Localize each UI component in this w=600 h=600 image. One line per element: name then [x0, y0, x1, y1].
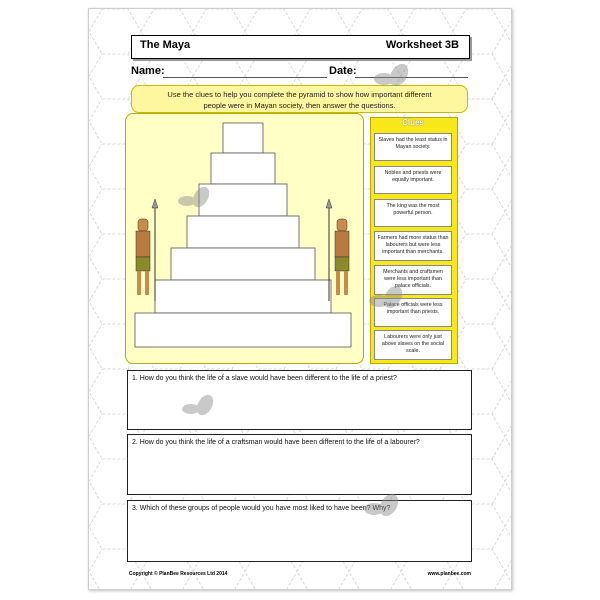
- question-3-text: 3. Which of these groups of people would you have most liked to have been? Why?: [132, 505, 391, 512]
- question-1-text: 1. How do you think the life of a slave would have been different to the life of a priest?: [132, 375, 397, 382]
- date-label: Date:: [329, 65, 357, 77]
- worksheet-page: [88, 8, 512, 590]
- worksheet-number: Worksheet 3B: [385, 39, 459, 51]
- clue-2: Nobles and priests were equally important.: [374, 166, 452, 194]
- clue-6: Palace officials were less important than priests.: [374, 298, 452, 327]
- instructions-line-1: Use the clues to help you complete the pyramid to show how important different: [167, 90, 432, 99]
- clue-3: The king was the most powerful person.: [374, 199, 452, 227]
- bee-watermark-icon: [364, 491, 402, 520]
- question-2-text: 2. How do you think the life of a craftsman would have been different to the life of a labourer?: [132, 439, 420, 446]
- name-label: Name:: [131, 65, 165, 77]
- bee-watermarks: [89, 9, 511, 589]
- clues-title: Clues: [402, 118, 424, 127]
- website-text: www.planbee.com: [427, 571, 471, 577]
- bee-watermark-icon: [369, 283, 406, 312]
- clue-1: Slaves had the least status in Mayan society.: [374, 133, 452, 161]
- instructions-line-2: people were in Mayan society, then answer the questions.: [203, 101, 396, 110]
- clue-4: Farmers had more status than labourers but were less important than merchants.: [374, 231, 452, 261]
- clue-7: Labourers were only just above slaves on the social scale.: [374, 330, 452, 360]
- bee-watermark-icon: [182, 392, 217, 418]
- worksheet-title: The Maya: [140, 39, 191, 51]
- clue-5: Merchants and craftsmen were less important than palace officials.: [374, 265, 452, 295]
- bee-watermark-icon: [178, 184, 213, 210]
- copyright-text: Copyright © PlanBee Resources Ltd 2014: [129, 571, 228, 577]
- bee-watermark-icon: [374, 61, 412, 90]
